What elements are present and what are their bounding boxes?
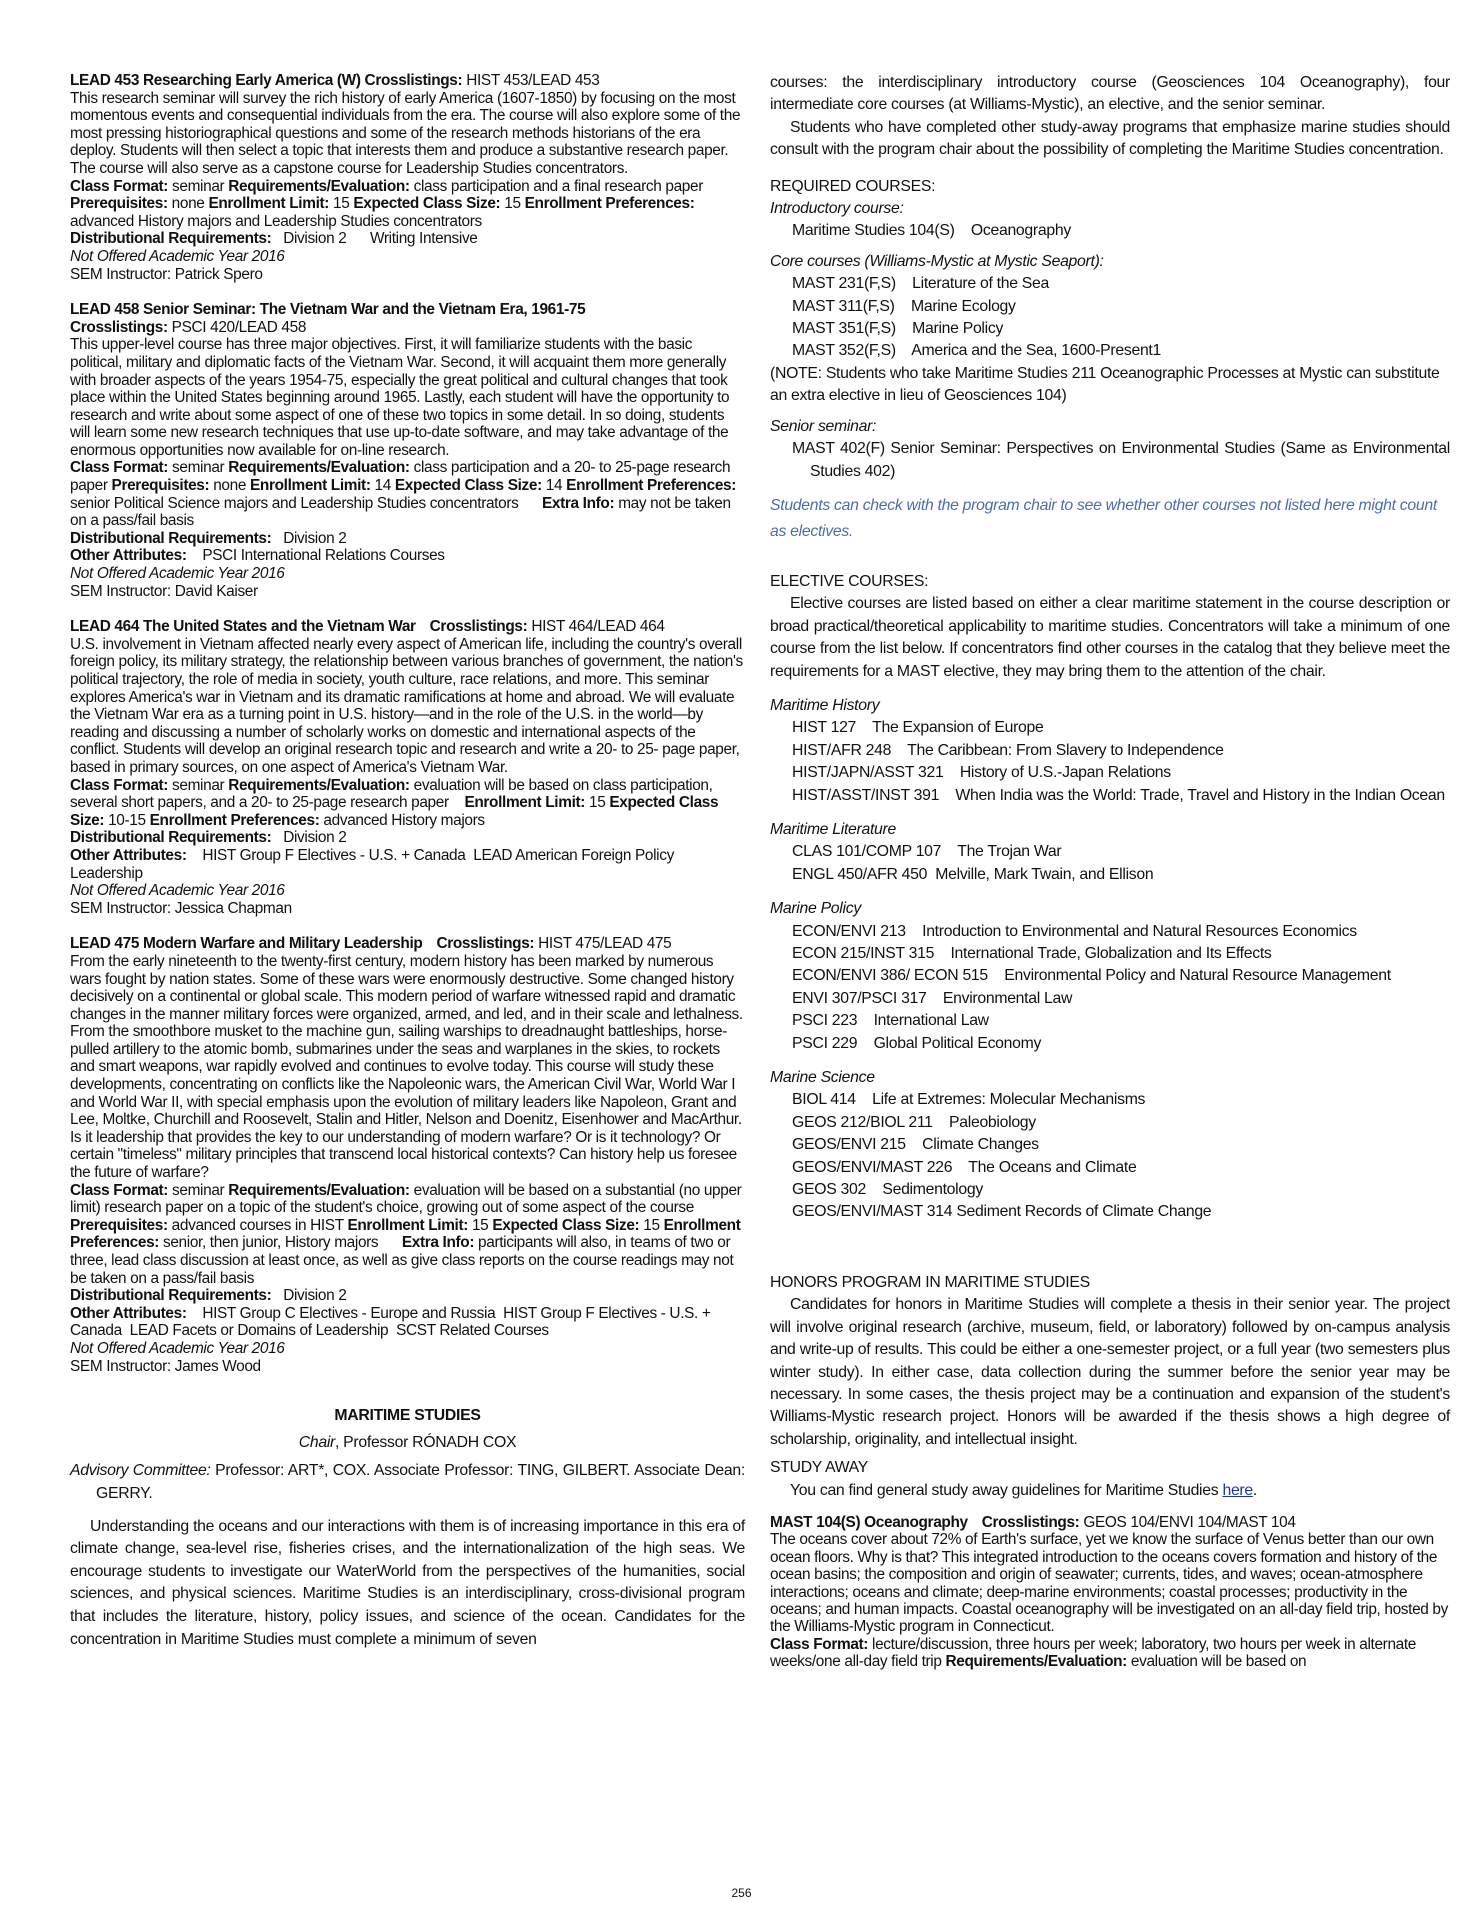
elective-group-marine-science [770, 1067, 1450, 1224]
course-crosslistings: Crosslistings: PSCI 420/LEAD 458 [70, 318, 307, 336]
elective-course: GEOS/ENVI/MAST 314 Sediment Records of Climate Change [792, 1203, 1212, 1221]
required-courses-heading: REQUIRED COURSES: [770, 177, 936, 195]
course-description: This upper-level course has three major objectives. First, it will familiarize students with the basic political, military and diplomatic facts of the Vietnam War. Second, it will acquaint them more generally with broader aspects of the years 1954-75, especially the great political and cultural changes that took place within the United States beginning around 1965. Lastly, each student will have the opportunity to research and write about some aspect of one of these two topics in some detail. In so doing, students will learn some new research techniques that use up-to-date software, and may take advantage of the enormous opportunities now available for on-line research. [70, 336, 730, 459]
course-lead-453 [70, 72, 745, 283]
study-away-text: You can find general study away guidelines for Maritime Studies here. [790, 1481, 1257, 1499]
elective-courses-heading: ELECTIVE COURSES: [770, 572, 929, 590]
left-column [70, 72, 745, 1651]
course-instructor: SEM Instructor: Jessica Chapman [70, 899, 292, 917]
study-away-link[interactable]: here [1222, 1481, 1253, 1499]
intro-paragraph-2: Students who have completed other study-away programs that emphasize marine studies should consult with the program chair about the possibility of completing the Maritime Studies concentration. [770, 118, 1450, 159]
intro-continuation: courses: the interdisciplinary introductory course (Geosciences 104 Oceanography), four intermediate core courses (at Williams-Mystic), an elective, and the senior seminar. [770, 74, 1450, 114]
page-number: 256 [731, 1886, 752, 1900]
elective-course: HIST/ASST/INST 391 When India was the World: Trade, Travel and History in the Indian Ocean [792, 786, 1445, 804]
course-mast-104 [770, 1514, 1450, 1671]
honors-heading: HONORS PROGRAM IN MARITIME STUDIES [770, 1273, 1090, 1291]
elective-course: GEOS 302 Sedimentology [792, 1181, 983, 1199]
course-distribution: Distributional Requirements: Division 2 [70, 829, 347, 847]
elective-course: PSCI 229 Global Political Economy [792, 1034, 1042, 1052]
course-distribution: Distributional Requirements: Division 2 [70, 1287, 347, 1305]
core-courses-note: (NOTE: Students who take Maritime Studies 211 Oceanographic Processes at Mystic can substitute an extra elective in lieu of Geosciences 104) [770, 364, 1440, 405]
core-courses-label: Core courses (Williams-Mystic at Mystic Seaport): [770, 252, 1104, 270]
course-offered: Not Offered Academic Year 2016 [70, 565, 285, 583]
course-description: From the early nineteenth to the twenty-first century, modern history has been marked by numerous wars fought by nation states. Some of these wars were enormously destructive. Some changed history decisively on a continental or global scale. This modern period of warfare witnessed rapid and dramatic changes in the manner military forces were organized, armed, and led, and in their scale and lethalness. From the smoothbore musket to the machine gun, sailing warships to dreadnaught battleships, horse-pulled artillery to the atomic bomb, submarines under the seas and warplanes in the skies, to rockets and smart weapons, war rapidly evolved and continues to evolve today. This course will study these developments, concentrating on conflicts like the Napoleonic wars, the American Civil War, World War I and World War II, with special emphasis upon the evolution of military leaders like Napoleon, Grant and Lee, Moltke, Churchill and Roosevelt, Stalin and Hitler, Nelson and Doenitz, Eisenhower and MacArthur. Is it leadership that provides the key to our understanding of modern warfare? Or is it technology? Or certain "timeless" military principles that transcend local historical contexts? Can history help us foresee the future of warfare? [70, 952, 743, 1182]
elective-course: GEOS/ENVI 215 Climate Changes [792, 1136, 1039, 1154]
course-details: Class Format: seminar Requirements/Evaluation: class participation and a 20- to 25-page research paper Prerequisites: none Enrollment Limit: 14 Expected Class Size: 14 Enrollment Preferences: senior Political Science majors and Leadership Studies concentrators Extra Info: may not be taken on a pass/fail basis [70, 459, 740, 530]
elective-course: HIST/AFR 248 The Caribbean: From Slavery to Independence [792, 741, 1224, 759]
elective-group-maritime-literature [770, 819, 1450, 886]
course-heading: LEAD 458 Senior Seminar: The Vietnam War and the Vietnam Era, 1961-75 [70, 301, 586, 319]
elective-course: ECON 215/INST 315 International Trade, Globalization and Its Effects [792, 945, 1272, 962]
course-lead-475 [70, 935, 745, 1375]
elective-group-label: Marine Science [770, 1069, 875, 1087]
course-heading: LEAD 453 Researching Early America (W) Crosslistings: [70, 72, 463, 89]
elective-course: ECON/ENVI 213 Introduction to Environmental and Natural Resources Economics [792, 922, 1357, 940]
course-lead-458 [70, 301, 745, 600]
course-offered: Not Offered Academic Year 2016 [70, 882, 285, 900]
course-instructor: SEM Instructor: David Kaiser [70, 582, 258, 600]
course-other-attributes: Other Attributes: HIST Group C Electives - Europe and Russia HIST Group F Electives - U.S. + Canada LEAD Facets or Domains of Leadership SCST Related Courses [70, 1304, 715, 1340]
course-details: Class Format: lecture/discussion, three hours per week; laboratory, two hours per week in alternate weeks/one all-day field trip Requirements/Evaluation: evaluation will be based on [770, 1635, 1417, 1671]
elective-group-label: Marine Policy [770, 900, 861, 918]
course-heading: MAST 104(S) Oceanography Crosslistings: GEOS 104/ENVI 104/MAST 104 [770, 1513, 1296, 1531]
course-lead-464 [70, 618, 745, 917]
elective-course: GEOS/ENVI/MAST 226 The Oceans and Climate [792, 1158, 1137, 1176]
advisory-committee: Advisory Committee: Professor: ART*, COX. Associate Professor: TING, GILBERT. Associate Dean: GERRY. [70, 1462, 745, 1502]
core-course: MAST 351(F,S) Marine Policy [792, 320, 1004, 338]
course-other-attributes: Other Attributes: HIST Group F Electives - U.S. + Canada LEAD American Foreign Policy Leadership [70, 846, 678, 882]
course-description: The oceans cover about 72% of Earth's surface, yet we know the surface of Venus better than our own ocean floors. Why is that? This integrated introduction to the oceans covers formation and history of the ocean basins; the composition and origin of seawater; currents, tides, and waves; ocean-atmosphere interactions; oceans and climate; deep-marine environments; coastal processes; productivity in the oceans; and human impacts. Coastal oceanography will be investigated on an all-day field trip, hosted by the Williams-Mystic program in Connecticut. [770, 1531, 1448, 1636]
elective-group-label: Maritime History [770, 696, 880, 714]
course-distribution: Distributional Requirements: Division 2 [70, 529, 347, 547]
course-other-attributes: Other Attributes: PSCI International Relations Courses [70, 547, 445, 565]
course-heading: LEAD 475 Modern Warfare and Military Leadership Crosslistings: HIST 475/LEAD 475 [70, 935, 672, 953]
introductory-course-label: Introductory course: [770, 200, 904, 218]
course-description: U.S. involvement in Vietnam affected nearly every aspect of American life, including the country's overall foreign policy, its military strategy, the relationship between various branches of government, the nation's political trajectory, the role of media in society, youth culture, race relations, and more. This seminar explores America's war in Vietnam and its dramatic ramifications at home and abroad. We will evaluate the Vietnam War era as a turning point in U.S. history—and in the role of the U.S. in the world—by reading and discussing a number of scholarly works on domestic and international aspects of the conflict. Students will develop an original research topic and research and write a 20- to 25- page paper, based in primary sources, on one aspect of America's Vietnam War. [70, 635, 743, 776]
elective-course: HIST 127 The Expansion of Europe [792, 719, 1044, 737]
course-offered: Not Offered Academic Year 2016 [70, 247, 285, 265]
elective-course: HIST/JAPN/ASST 321 History of U.S.-Japan Relations [792, 764, 1171, 782]
course-instructor: SEM Instructor: James Wood [70, 1357, 261, 1375]
study-away-heading: STUDY AWAY [770, 1459, 868, 1477]
program-chair-note: Students can check with the program chair to see whether other courses not listed here might count as electives. [770, 496, 1437, 540]
department-intro: Understanding the oceans and our interactions with them is of increasing importance in this era of climate change, sea-level rise, fisheries crises, and the internationalization of the high seas. We encourage students to investigate our WaterWorld from the perspectives of the humanities, social sciences, and physical sciences. Maritime Studies is an interdisciplinary, cross-divisional program that includes the literature, history, policy issues, and science of the ocean. Candidates for the concentration in Maritime Studies must complete a minimum of seven [70, 1517, 745, 1648]
department-section [70, 1405, 745, 1651]
department-chair: Chair, Professor RÓNADH COX [298, 1433, 517, 1451]
right-column [770, 72, 1450, 1671]
core-course: MAST 352(F,S) America and the Sea, 1600-Present1 [792, 342, 1162, 360]
senior-seminar-label: Senior seminar: [770, 417, 877, 435]
core-course: MAST 311(F,S) Marine Ecology [792, 297, 1016, 315]
elective-group-marine-policy [770, 898, 1450, 1055]
course-instructor: SEM Instructor: Patrick Spero [70, 265, 263, 283]
course-distribution: Distributional Requirements: Division 2 Writing Intensive [70, 230, 478, 248]
course-heading: LEAD 464 The United States and the Vietnam War Crosslistings: HIST 464/LEAD 464 [70, 618, 665, 636]
elective-group-maritime-history [770, 695, 1450, 807]
elective-course: PSCI 223 International Law [792, 1012, 989, 1030]
elective-intro: Elective courses are listed based on either a clear maritime statement in the course description or broad practical/theoretical applicability to maritime studies. Concentrators will take a minimum of one course from the list below. If concentrators find other courses in the catalog that they believe meet the requirements for a MAST elective, they may bring them to the attention of the chair. [770, 595, 1450, 680]
elective-course: ECON/ENVI 386/ ECON 515 Environmental Policy and Natural Resource Management [792, 967, 1391, 985]
introductory-course: Maritime Studies 104(S) Oceanography [792, 222, 1071, 240]
course-description: This research seminar will survey the rich history of early America (1607-1850) by focusing on the most momentous events and consequential individuals from the era. The course will also explore some of the most pressing historiographical questions and some of the research methods historians of the era deploy. Students will then select a topic that interests them and produce a substantive research paper. The course will also serve as a capstone course for Leadership Studies concentrators. [70, 89, 741, 177]
course-offered: Not Offered Academic Year 2016 [70, 1339, 285, 1357]
course-crosslistings: HIST 453/LEAD 453 [462, 72, 600, 89]
course-details: Class Format: seminar Requirements/Evaluation: class participation and a final research paper Prerequisites: none Enrollment Limit: 15 Expected Class Size: 15 Enrollment Preferences: advanced History majors and Leadership Studies concentrators [70, 177, 703, 230]
core-course: MAST 231(F,S) Literature of the Sea [792, 275, 1049, 293]
elective-course: GEOS 212/BIOL 211 Paleobiology [792, 1113, 1036, 1131]
elective-course: ENGL 450/AFR 450 Melville, Mark Twain, and Ellison [792, 865, 1154, 883]
elective-course: ENVI 307/PSCI 317 Environmental Law [792, 989, 1073, 1007]
elective-course: CLAS 101/COMP 107 The Trojan War [792, 843, 1062, 861]
honors-text: Candidates for honors in Maritime Studies will complete a thesis in their senior year. The project will involve original research (archive, museum, field, or laboratory) followed by on-campus analysis and write-up of results. This could be either a one-semester project, or a full year (two semesters plus winter study). In either case, data collection during the summer before the senior year may be necessary. In some cases, the thesis project may be a continuation and expansion of the student's Williams-Mystic research project. Honors will be awarded if the thesis shows a high degree of scholarship, originality, and intellectual insight. [770, 1296, 1450, 1448]
department-title: MARITIME STUDIES [334, 1407, 481, 1425]
course-details: Class Format: seminar Requirements/Evaluation: evaluation will be based on a substantial (no upper limit) research paper on a topic of the student's choice, growing out of some aspect of the course Prerequisites: advanced courses in HIST Enrollment Limit: 15 Expected Class Size: 15 Enrollment Preferences: senior, then junior, History majors Extra Info: participants will also, in teams of two or three, lead class discussion at least once, as well as give class reports on the course readings may not be taken on a pass/fail basis [70, 1181, 742, 1287]
course-details: Class Format: seminar Requirements/Evaluation: evaluation will be based on class participation, several short papers, and a 20- to 25-page research paper Enrollment Limit: 15 Expected Class Size: 10-15 Enrollment Preferences: advanced History majors [70, 776, 719, 829]
elective-group-label: Maritime Literature [770, 820, 896, 838]
senior-seminar: MAST 402(F) Senior Seminar: Perspectives on Environmental Studies (Same as Environmental Studies 402) [792, 440, 1450, 480]
elective-course: BIOL 414 Life at Extremes: Molecular Mechanisms [792, 1091, 1146, 1109]
